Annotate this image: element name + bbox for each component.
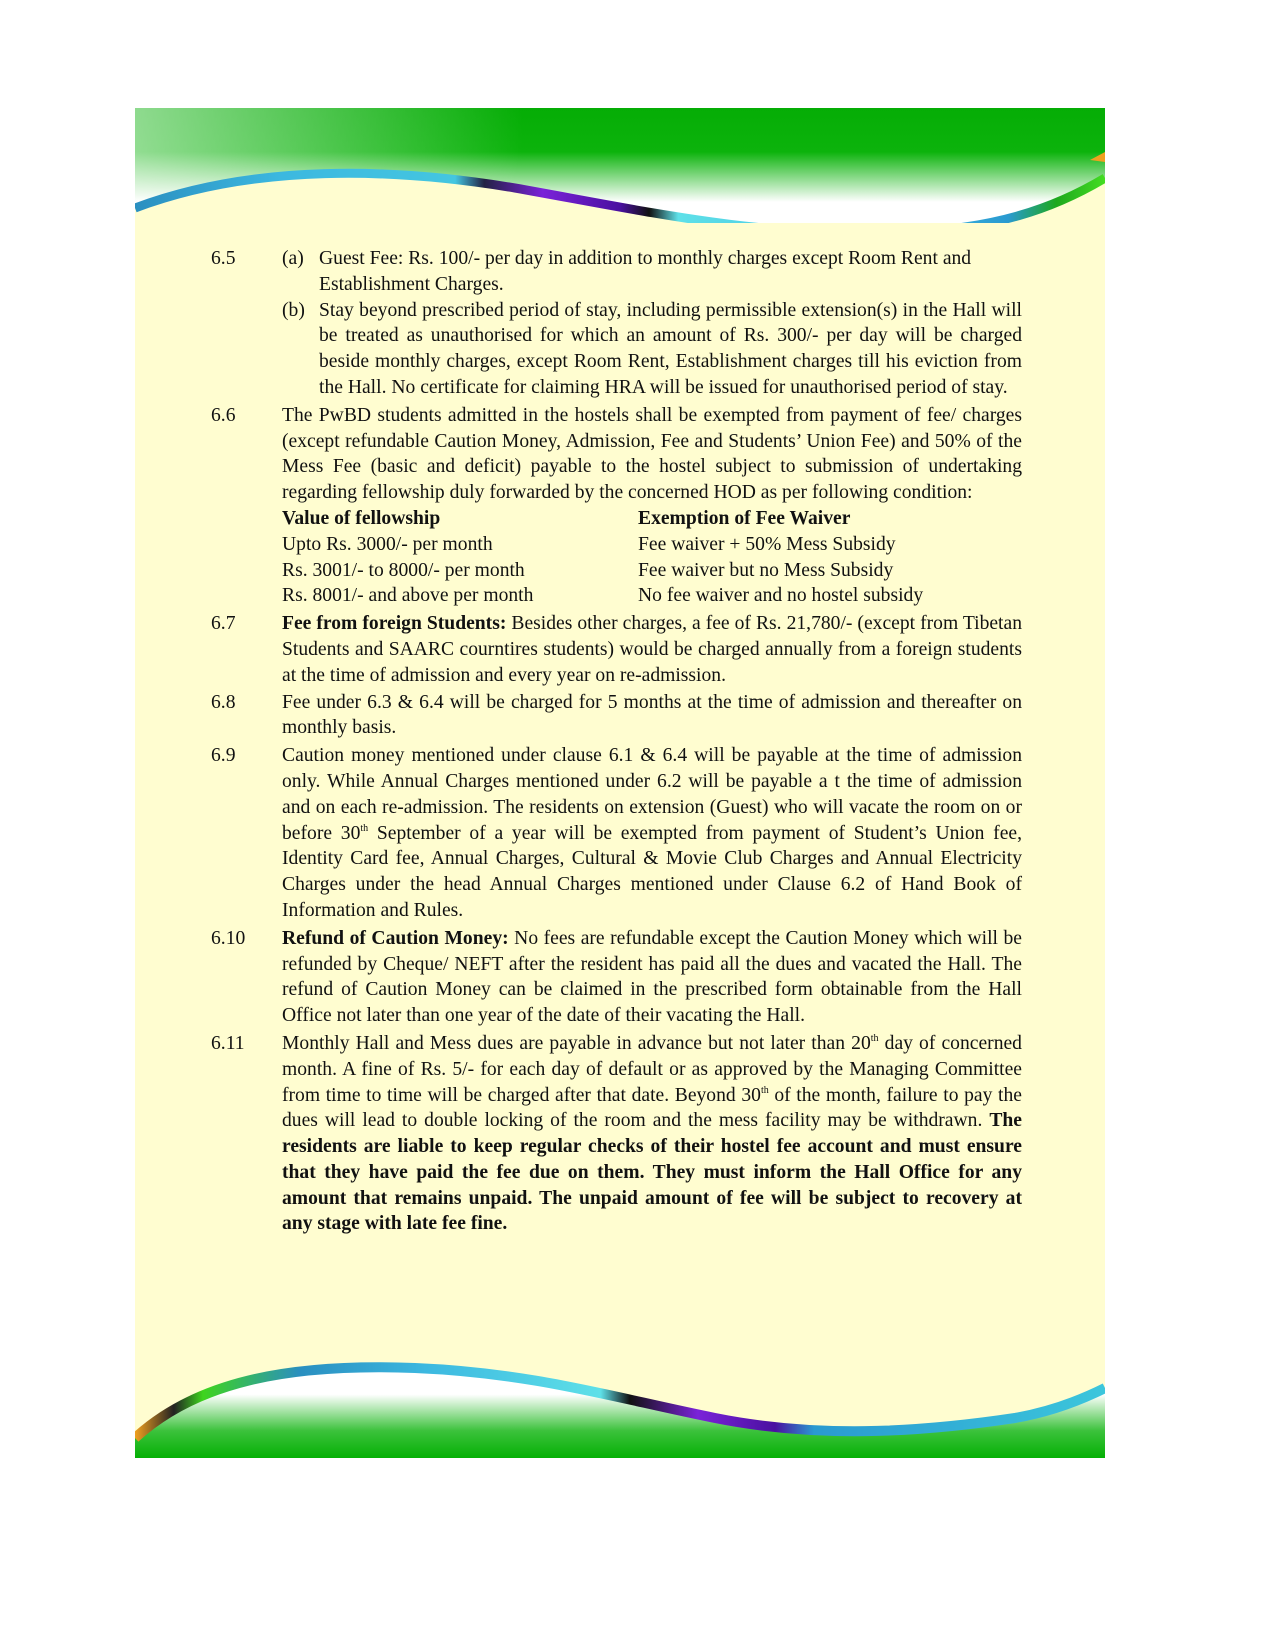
clause-number: 6.9 <box>211 745 236 767</box>
document-page <box>135 108 1105 1458</box>
clause-6-7 <box>135 611 1022 688</box>
clause-number: 6.10 <box>211 927 246 949</box>
clause-heading: Fee from foreign Students: <box>282 613 507 635</box>
clause-text: day of concerned month. A fine of Rs. 5/- for each day of default or as approved by the Managing Committee from time to time will be charged after that date. Beyond 30 <box>282 1032 1022 1106</box>
clause-number: 6.6 <box>211 404 236 426</box>
table-cell: Upto Rs. 3000/- per month <box>282 533 493 555</box>
superscript: th <box>870 1032 879 1044</box>
clause-text: Monthly Hall and Mess dues are payable in advance but not later than 20 <box>282 1032 871 1054</box>
sub-clause-text: Stay beyond prescribed period of stay, including permissible extension(s) in the Hall will be treated as unauthorised for which an amount of Rs. 300/- per day will be charged beside monthly charges, except Room Rent, Establishment charges till his eviction from the Hall. No certificate for claiming HRA will be issued for unauthorised period of stay. <box>319 299 1022 398</box>
sub-clause-label: (a) <box>282 248 304 269</box>
clause-number: 6.8 <box>211 691 236 713</box>
table-header: Value of fellowship <box>282 507 441 529</box>
bottom-wave-banner <box>135 1343 1105 1458</box>
clause-6-8 <box>135 690 1022 742</box>
document-body <box>135 246 1105 1238</box>
top-wave-banner <box>135 108 1105 223</box>
sub-clause-text: Guest Fee: Rs. 100/- per day in addition to monthly charges except Room Rent and Establishment Charges. <box>319 248 972 295</box>
clause-text: September of a year will be exempted from payment of Student’s Union fee, Identity Card fee, Annual Charges, Cultural & Movie Club Charges and Annual Electricity Charges under the head Annual Charges mentioned under Clause 6.2 of Hand Book of Information and Rules. <box>282 822 1022 921</box>
clause-6-5 <box>135 246 1022 401</box>
sub-clause-a <box>282 246 1022 298</box>
clause-6-6 <box>135 403 1022 609</box>
table-cell: No fee waiver and no hostel subsidy <box>638 585 924 607</box>
clause-number: 6.7 <box>211 613 236 635</box>
table-header: Exemption of Fee Waiver <box>638 507 851 529</box>
clause-bold-notice: The residents are liable to keep regular checks of their hostel fee account and must ensure that they have paid the fee due on them. They must inform the Hall Office for any amount that remains unpaid. The unpaid amount of fee will be subject to recovery at any stage with late fee fine. <box>282 1110 1022 1235</box>
clause-6-11 <box>135 1031 1022 1237</box>
clause-number: 6.11 <box>211 1032 245 1054</box>
clause-text: of the month, failure to pay the dues will lead to double locking of the room and the mess facility may be withdrawn. <box>282 1084 1022 1132</box>
fellowship-table <box>282 506 1022 609</box>
clause-text: Besides other charges, a fee of Rs. 21,780/- (except from Tibetan Students and SAARC courntires students) would be charged annually from a foreign students at the time of admission and every year on re-admission. <box>282 613 1022 686</box>
superscript: th <box>760 1084 769 1096</box>
clause-heading: Refund of Caution Money: <box>282 927 509 949</box>
sub-clause-label: (b) <box>282 299 305 321</box>
clause-text: Fee under 6.3 & 6.4 will be charged for 5 months at the time of admission and thereafter on monthly basis. <box>282 691 1022 739</box>
clause-6-9 <box>135 743 1022 924</box>
sub-clause-b <box>282 298 1022 401</box>
table-cell: Rs. 8001/- and above per month <box>282 585 534 607</box>
table-cell: Fee waiver + 50% Mess Subsidy <box>638 533 896 555</box>
superscript: th <box>360 822 369 834</box>
clause-6-10 <box>135 926 1022 1029</box>
clause-text: The PwBD students admitted in the hostels shall be exempted from payment of fee/ charges (except refundable Caution Money, Admission, Fee and Students’ Union Fee) and 50% of the Mess Fee (basic and deficit) payable to the hostel subject to submission of undertaking regarding fellowship duly forwarded by the concerned HOD as per following condition: <box>282 404 1022 504</box>
clause-number: 6.5 <box>211 248 236 269</box>
clause-text: No fees are refundable except the Caution Money which will be refunded by Cheque/ NEFT after the resident has paid all the dues and vacated the Hall. The refund of Caution Money can be claimed in the prescribed form obtainable from the Hall Office not later than one year of the date of their vacating the Hall. <box>282 927 1022 1027</box>
table-cell: Rs. 3001/- to 8000/- per month <box>282 559 525 581</box>
table-cell: Fee waiver but no Mess Subsidy <box>638 559 894 581</box>
clause-text: Caution money mentioned under clause 6.1 & 6.4 will be payable at the time of admission only. While Annual Charges mentioned under 6.2 will be payable a t the time of admission and on each re-admission. The residents on extension (Guest) who will vacate the room on or before 30 <box>282 745 1022 844</box>
